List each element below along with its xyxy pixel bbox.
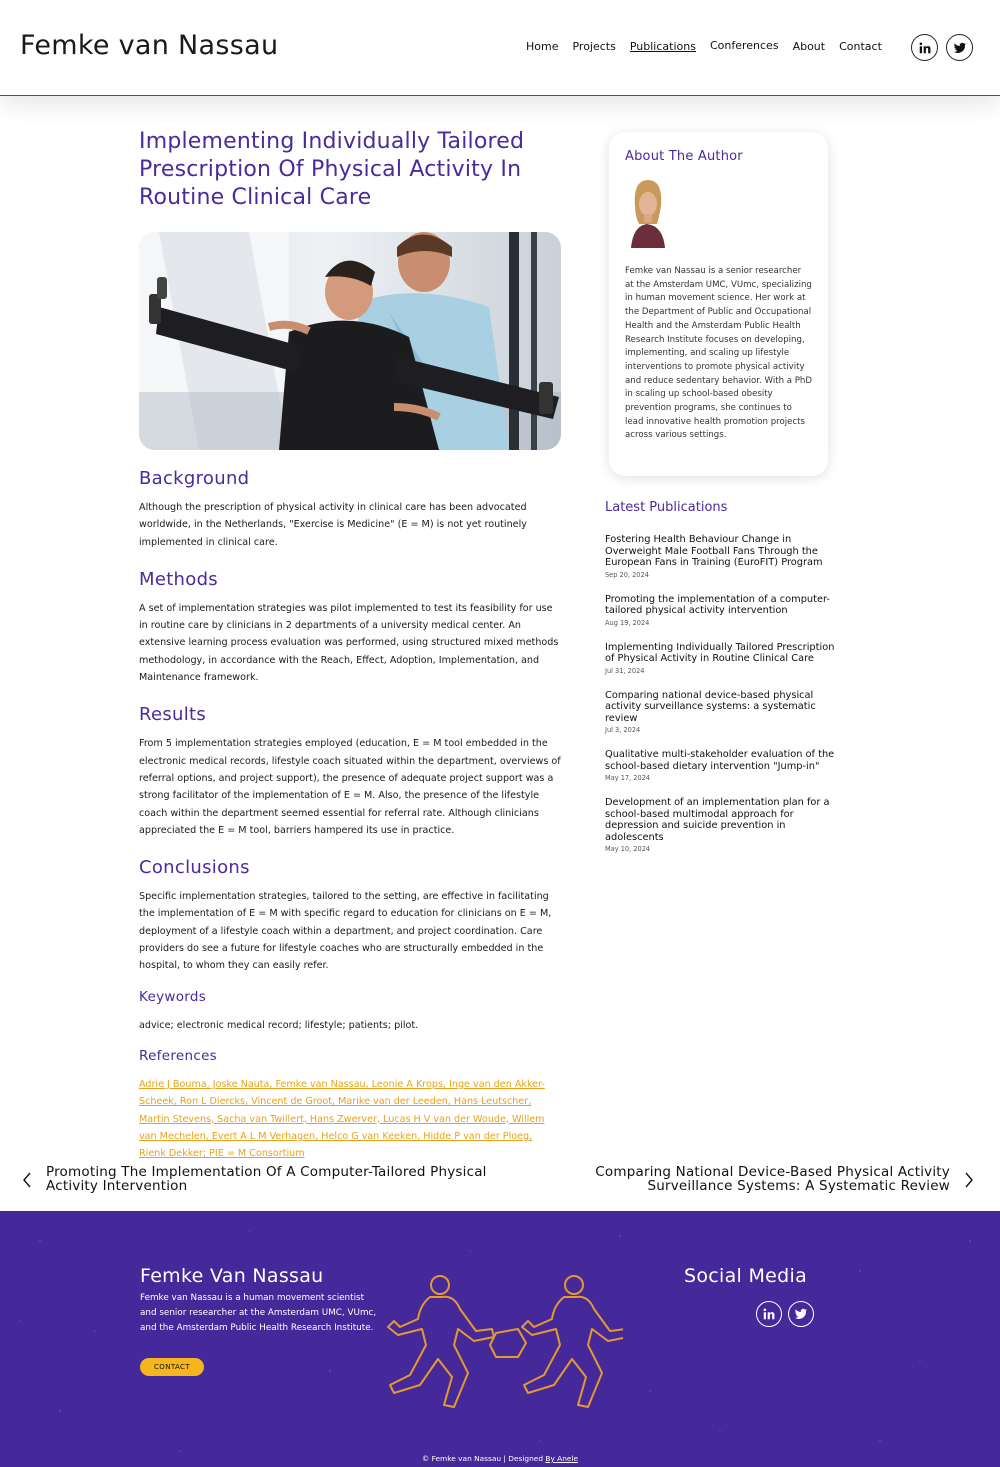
nav-contact[interactable]: Contact [839, 40, 882, 53]
article [139, 128, 561, 1162]
previous-post-link[interactable] [22, 1166, 496, 1193]
publication-title[interactable]: Qualitative multi-stakeholder evaluation of the school-based dietary intervention "Jump-in" [605, 749, 835, 772]
footer-contact-button[interactable]: CONTACT [140, 1358, 204, 1376]
site-footer [0, 1211, 1000, 1467]
chevron-right-icon [964, 1172, 974, 1188]
twitter-icon[interactable] [946, 34, 973, 61]
keywords-heading: Keywords [139, 988, 207, 1005]
publication-date: Jul 3, 2024 [605, 726, 641, 734]
linkedin-icon[interactable] [756, 1301, 782, 1327]
author-bio: Femke van Nassau is a senior researcher at the Amsterdam UMC, VUmc, specializing in human movement science. Her work at the Department of Public and Occupational Health and the Amsterdam Public Health Research Institute focuses on developing, implementing, and scaling up lifestyle interventions to promote physical activity and reduce sedentary behavior. With a PhD in scaling up school-based obesity prevention programs, she continues to lead innovative health promotion projects across various settings. [625, 266, 812, 441]
references-heading: References [139, 1047, 218, 1064]
author-heading: About The Author [625, 149, 743, 164]
publication-date: Aug 19, 2024 [605, 618, 650, 627]
publication-title[interactable]: Implementing Individually Tailored Prescription of Physical Activity in Routine Clinical Care [605, 641, 835, 664]
next-post-link[interactable] [510, 1166, 974, 1193]
publication-item[interactable] [605, 749, 835, 782]
footer-social [756, 1301, 814, 1327]
site-title[interactable]: Femke van Nassau [20, 30, 279, 61]
article-title: Implementing Individually Tailored Prescription Of Physical Activity In Routine Clinical Care [139, 129, 525, 210]
publication-date: May 17, 2024 [605, 774, 651, 782]
methods-text: A set of implementation strategies was pilot implemented to test its feasibility for use in routine care by clinicians in 2 departments of a university medical center. An extensive learning process evaluation was performed, using structured mixed methods methodology, in accordance with the Reach, Effect, Adoption, Implementation, and Maintenance framework. [139, 602, 559, 684]
footer-name: Femke Van Nassau [140, 1265, 324, 1287]
author-avatar [625, 178, 670, 248]
designer-link[interactable]: By Anele [545, 1454, 579, 1463]
publication-date: Jul 31, 2024 [605, 666, 645, 675]
conclusions-text: Specific implementation strategies, tailored to the setting, are effective in facilitating the implementation of E = M with specific regard to education for clinicians on E = M, deployment of a lifestyle coach within a department, and project coordination. Care providers do see a future for lifestyle coaches who are structurally embedded in the hospital, to whom they can easily refer. [139, 891, 552, 972]
latest-publications [605, 500, 835, 868]
nav-publications[interactable]: Publications [629, 40, 696, 53]
background-heading: Background [139, 468, 250, 489]
publication-date: May 10, 2024 [605, 845, 651, 853]
previous-post-title[interactable]: Promoting The Implementation Of A Computer-Tailored Physical Activity Intervention [46, 1164, 487, 1194]
latest-heading: Latest Publications [605, 500, 728, 515]
linkedin-icon[interactable] [911, 34, 938, 61]
keywords-text: advice; electronic medical record; lifestyle; patients; pilot. [139, 1019, 419, 1031]
results-heading: Results [139, 704, 207, 726]
methods-heading: Methods [139, 568, 218, 590]
main-nav [526, 40, 896, 53]
site-header [0, 0, 1000, 96]
post-navigation [0, 1166, 1000, 1206]
hero-image [139, 232, 561, 450]
results-text: From 5 implementation strategies employed (education, E = M tool embedded in the electronic medical records, lifestyle coach situated within the department, overviews of referral options, and project support), the presence of adequate project support was a strong facilitator of the implementation of E = M. Also, the presence of the lifestyle coach within the department seemed essential for referral rate. Although clinicians appreciated the E = M tool, barriers hampered its use in practice. [139, 738, 561, 836]
publication-item[interactable] [605, 642, 835, 675]
background-text: Although the prescription of physical activity in clinical care has been advocated worldwide, in the Netherlands, "Exercise is Medicine" (E = M) is not yet routinely implemented in clinical care. [139, 502, 527, 548]
copyright [0, 1454, 1000, 1463]
publication-title[interactable]: Development of an implementation plan for a school-based multimodal approach for depression and suicide prevention in adolescents [605, 797, 830, 843]
publication-item[interactable] [605, 594, 835, 627]
publication-date: Sep 20, 2024 [605, 570, 649, 579]
nav-conferences[interactable]: Conferences [709, 39, 779, 52]
publication-title[interactable]: Fostering Health Behaviour Change in Overweight Male Football Fans Through the European Fans in Training (EuroFIT) Program [605, 534, 823, 568]
conclusions-heading: Conclusions [139, 857, 250, 879]
footer-bio: Femke van Nassau is a human movement scientist and senior researcher at the Amsterdam UMC, VUmc, and the Amsterdam Public Health Research Institute. [140, 1293, 377, 1334]
publication-item[interactable] [605, 534, 835, 579]
publication-title[interactable]: Comparing national device-based physical activity surveillance systems: a systematic review [605, 689, 816, 724]
twitter-icon[interactable] [788, 1301, 814, 1327]
publication-item[interactable] [605, 690, 835, 735]
footer-social-heading: Social Media [684, 1265, 808, 1287]
header-social [911, 34, 973, 61]
publication-item[interactable] [605, 797, 835, 853]
publication-title[interactable]: Promoting the implementation of a computer-tailored physical activity intervention [605, 593, 830, 616]
runners-illustration [378, 1273, 623, 1413]
nav-about[interactable]: About [792, 40, 826, 53]
next-post-title[interactable]: Comparing National Device-Based Physical Activity Surveillance Systems: A Systematic Review [595, 1164, 950, 1194]
nav-home[interactable]: Home [526, 40, 559, 53]
copyright-text: © Femke van Nassau | Designed [421, 1454, 546, 1463]
nav-projects[interactable]: Projects [572, 40, 616, 53]
author-card [609, 132, 828, 476]
references-link[interactable]: Adrie J Bouma, Joske Nauta, Femke van Nassau, Leonie A Krops, Inge van den Akker-Scheek, Ron L Diercks, Vincent de Groot, Marike van der Leeden, Hans Leutscher, Martin Stevens, Sacha van Twillert, Hans Zwerver, Lucas H V van der Woude, Willem van Mechelen, Evert A L M Verhagen, Helco G van Keeken, Hidde P van der Ploeg, Rienk Dekker; PIE = M Consortium [139, 1078, 545, 1160]
chevron-left-icon [22, 1172, 32, 1188]
